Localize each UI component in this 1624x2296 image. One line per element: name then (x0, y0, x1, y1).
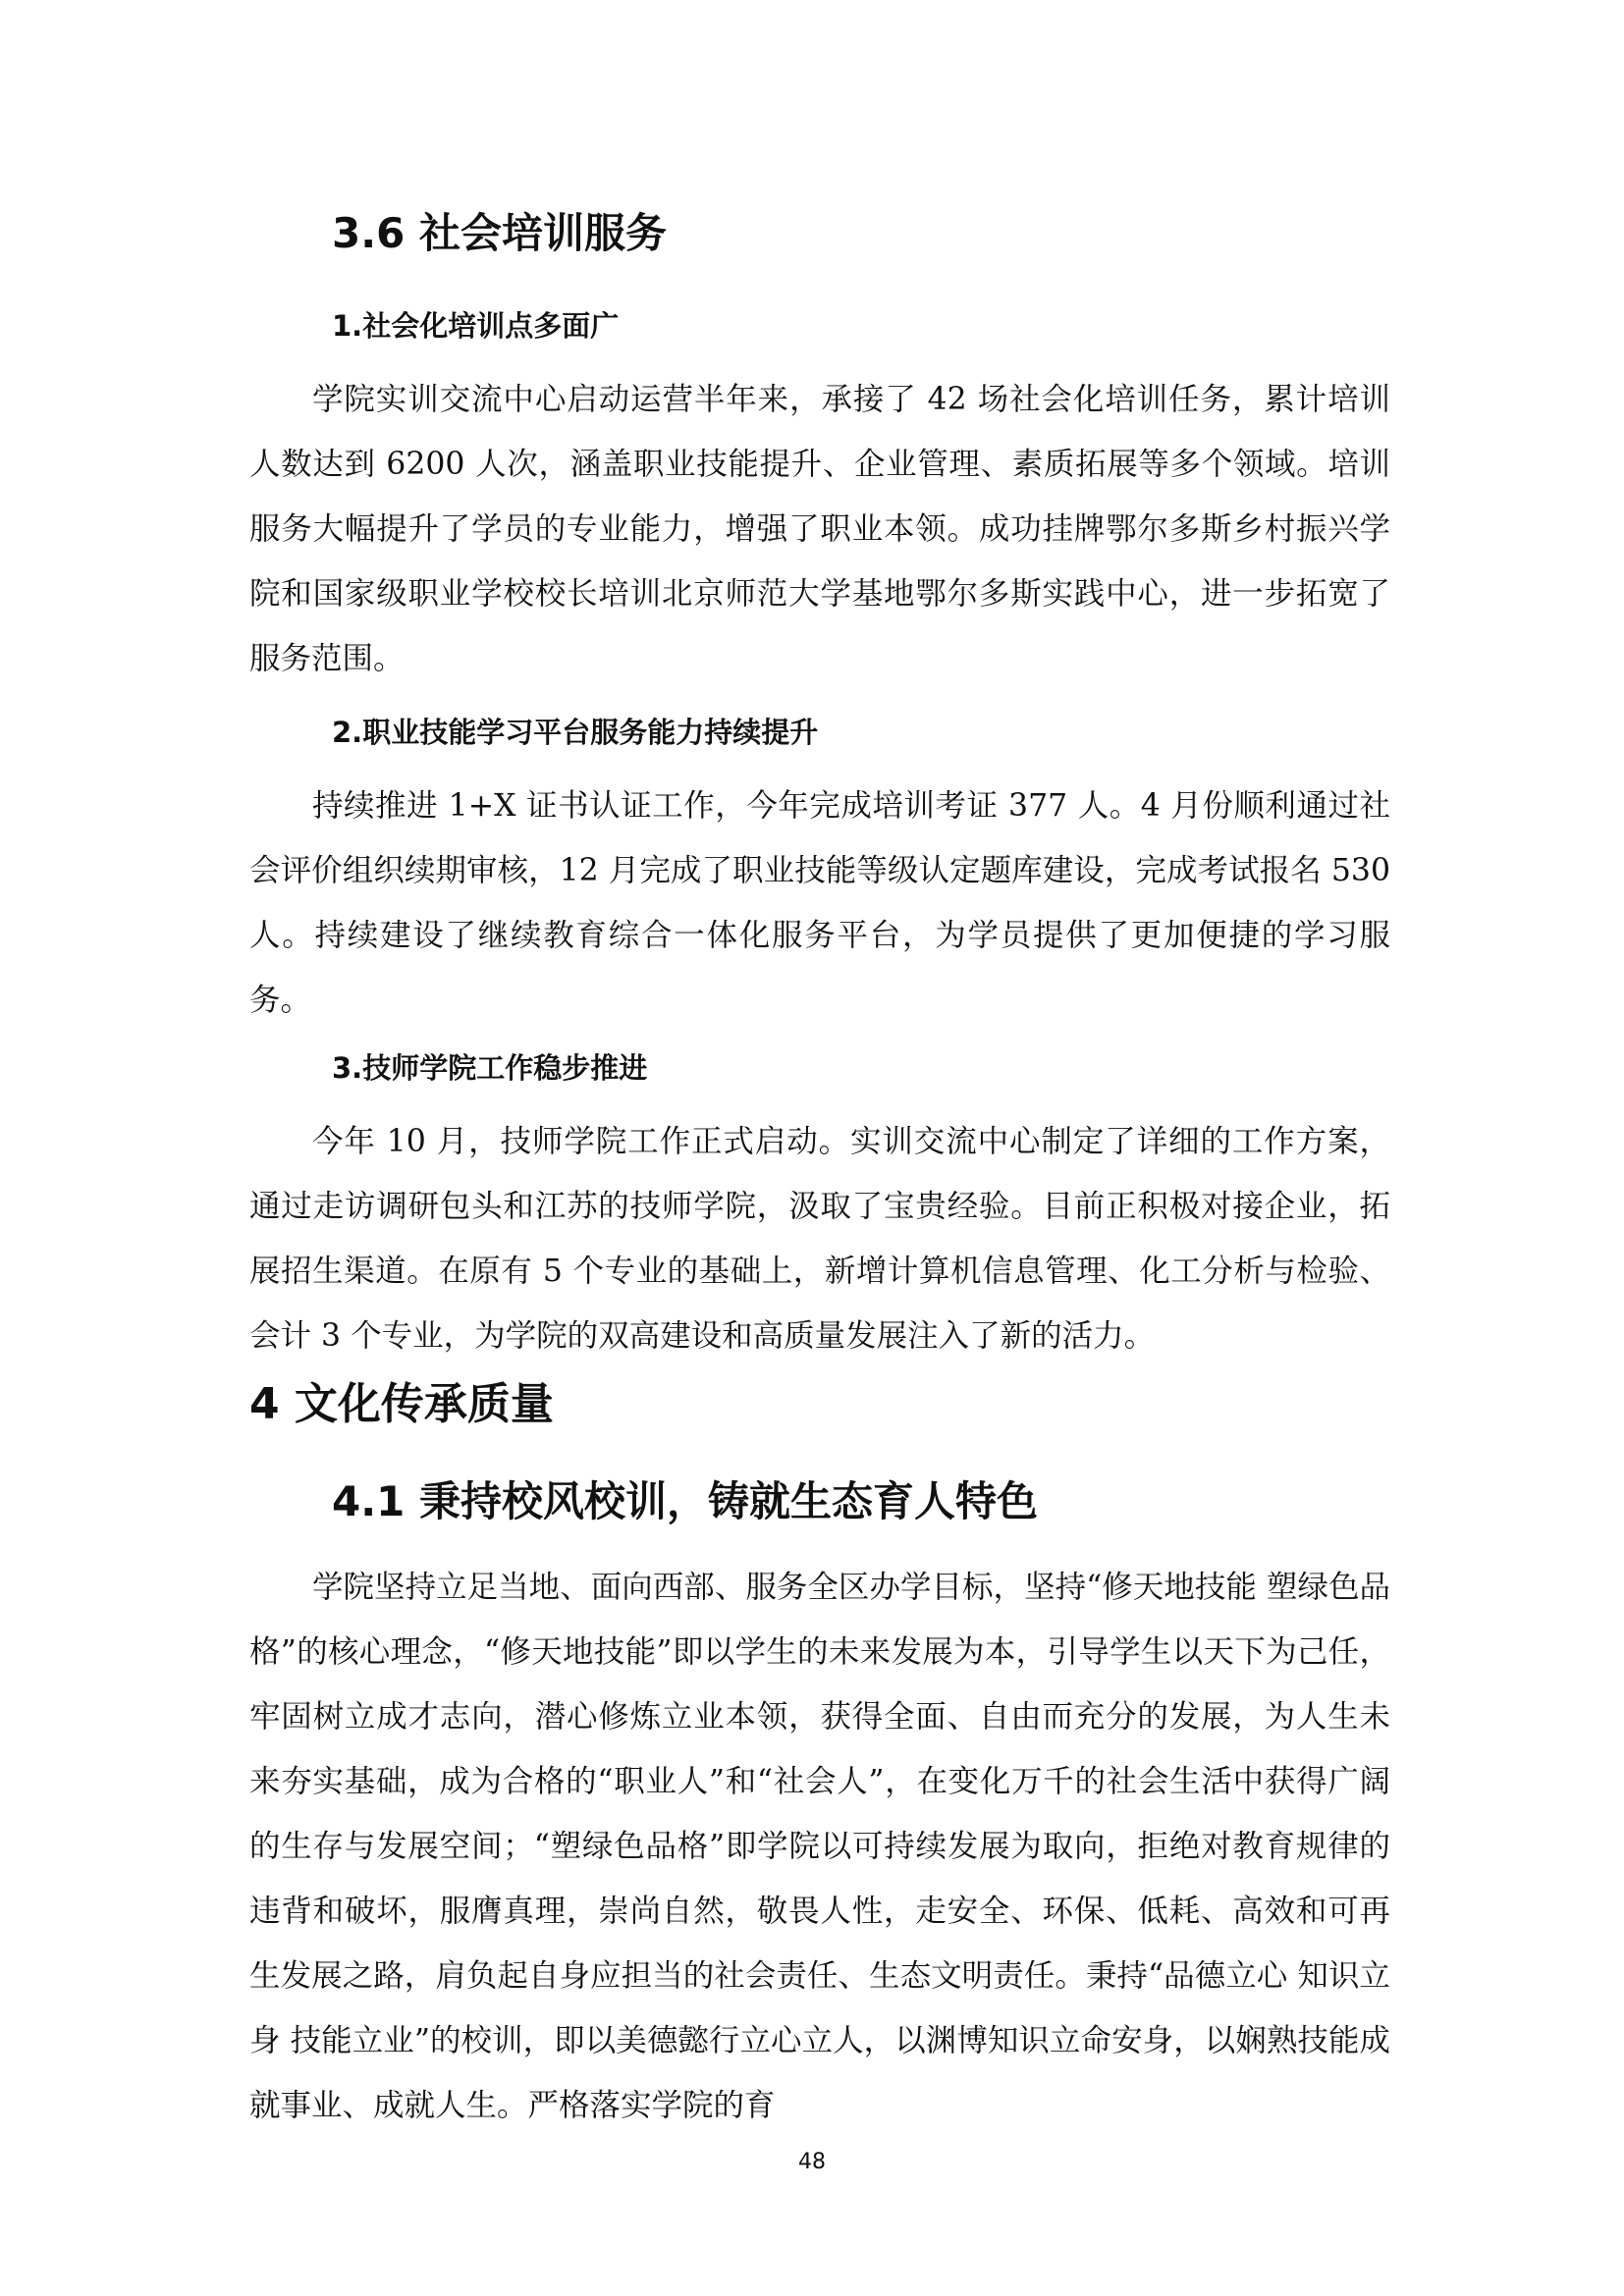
page-number: 48 (798, 2150, 826, 2174)
chapter-heading-4: 4 文化传承质量 (249, 1379, 554, 1429)
paragraph-skills-platform: 持续推进 1+X 证书认证工作，今年完成培训考证 377 人。4 月份顺利通过社会评价组织续期审核，12 月完成了职业技能等级认定题库建设，完成考试报名 530 人。持续建设了继续教育综合一体化服务平台，为学员提供了更加便捷的学习服务。 (249, 788, 1390, 1018)
subsection-title-2: 2.职业技能学习平台服务能力持续提升 (332, 716, 819, 749)
paragraph-technician-college: 今年 10 月，技师学院工作正式启动。实训交流中心制定了详细的工作方案，通过走访调研包头和江苏的技师学院，汲取了宝贵经验。目前正积极对接企业，拓展招生渠道。在原有 5 个专业的基础上，新增计算机信息管理、化工分析与检验、会计 3 个专业，为学院的双高建设和高质量发展注入了新的活力。 (249, 1124, 1390, 1354)
subsection-title-3: 3.技师学院工作稳步推进 (332, 1051, 648, 1085)
section-heading-3-6: 3.6 社会培训服务 (332, 209, 668, 257)
subsection-title-1: 1.社会化培训点多面广 (332, 309, 620, 343)
section-heading-4-1: 4.1 秉持校风校训，铸就生态育人特色 (332, 1477, 1039, 1525)
paragraph-school-motto: 学院坚持立足当地、面向西部、服务全区办学目标，坚持“修天地技能 塑绿色品格”的核心理念，“修天地技能”即以学生的未来发展为本，引导学生以天下为己任，牢固树立成才志向，潜心修炼立业本领，获得全面、自由而充分的发展，为人生未来夯实基础，成为合格的“职业人”和“社会人”，在变化万千的社会生活中获得广阔的生存与发展空间；“塑绿色品格”即学院以可持续发展为取向，拒绝对教育规律的违背和破坏，服膺真理，崇尚自然，敬畏人性，走安全、环保、低耗、高效和可再生发展之路，肩负起自身应担当的社会责任、生态文明责任。秉持“品德立心 知识立身 技能立业”的校训，即以美德懿行立心立人，以渊博知识立命安身，以娴熟技能成就事业、成就人生。严格落实学院的育 (249, 1570, 1390, 2123)
paragraph-social-training: 学院实训交流中心启动运营半年来，承接了 42 场社会化培训任务，累计培训人数达到 6200 人次，涵盖职业技能提升、企业管理、素质拓展等多个领域。培训服务大幅提升了学员的专业能力，增强了职业本领。成功挂牌鄂尔多斯乡村振兴学院和国家级职业学校校长培训北京师范大学基地鄂尔多斯实践中心，进一步拓宽了服务范围。 (249, 382, 1390, 676)
